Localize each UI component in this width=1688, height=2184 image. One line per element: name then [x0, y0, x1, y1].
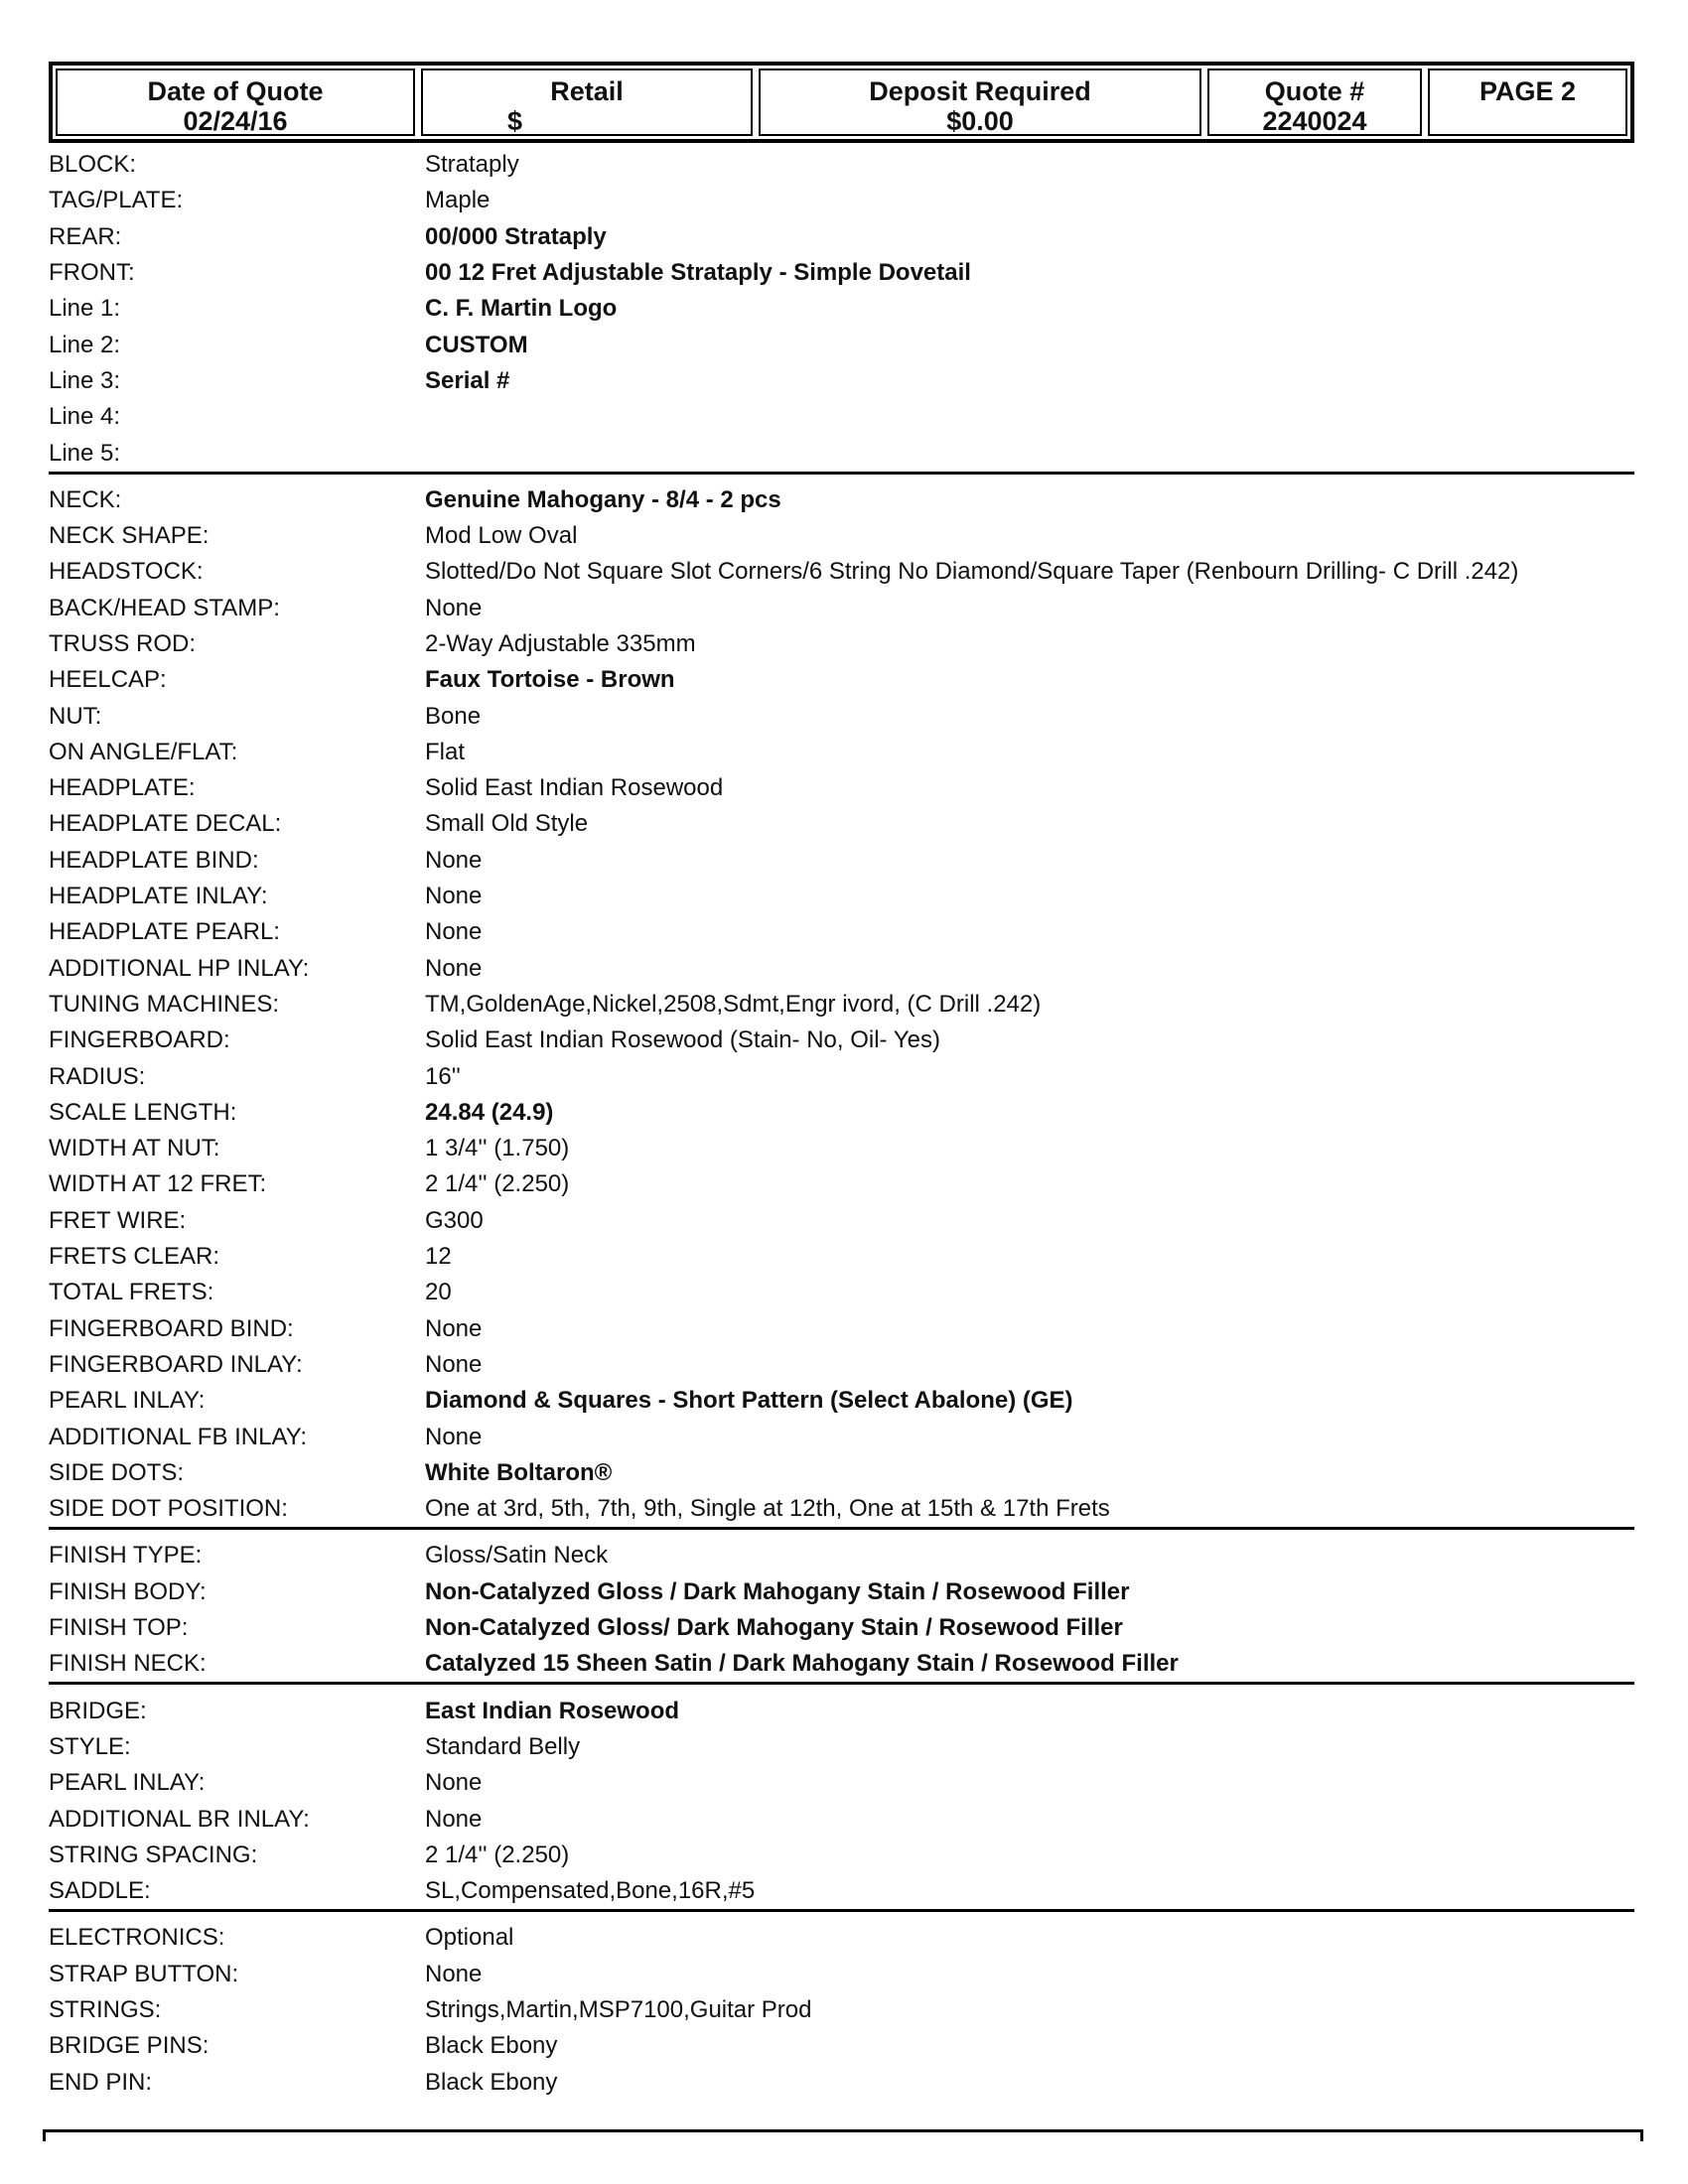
spec-row [49, 1920, 1634, 1956]
spec-value: None [425, 1805, 483, 1833]
spec-label: STRING SPACING: [49, 1841, 258, 1868]
spec-section [49, 1685, 1634, 1912]
spec-label: NECK SHAPE: [49, 522, 210, 550]
spec-label: WIDTH AT 12 FRET: [49, 1170, 267, 1198]
spec-label: TOTAL FRETS: [49, 1279, 214, 1306]
spec-label: HEADPLATE DECAL: [49, 810, 282, 838]
quote-number-cell [1207, 68, 1422, 136]
spec-value: 20 [425, 1279, 452, 1306]
spec-row [49, 1491, 1634, 1527]
spec-row [49, 1992, 1634, 2028]
spec-label: BRIDGE: [49, 1697, 147, 1724]
spec-value: Black Ebony [425, 2068, 558, 2096]
deposit-required-value: $0.00 [946, 106, 1014, 136]
spec-row [49, 914, 1634, 950]
spec-label: END PIN: [49, 2068, 153, 2096]
spec-label: FINGERBOARD BIND: [49, 1314, 294, 1342]
spec-row [49, 1693, 1634, 1728]
spec-row [49, 1383, 1634, 1419]
spec-label: BRIDGE PINS: [49, 2032, 210, 2060]
spec-label: WIDTH AT NUT: [49, 1135, 220, 1162]
spec-section [49, 147, 1634, 475]
spec-value: Solid East Indian Rosewood (Stain- No, Oil- Yes) [425, 1026, 940, 1054]
quote-number-label: Quote # [1264, 76, 1365, 106]
spec-value: 24.84 (24.9) [425, 1098, 554, 1126]
spec-label: ADDITIONAL FB INLAY: [49, 1423, 308, 1450]
spec-value: None [425, 1423, 483, 1450]
spec-value: Faux Tortoise - Brown [425, 666, 675, 694]
spec-row [49, 1023, 1634, 1058]
spec-row [49, 1275, 1634, 1310]
spec-value: None [425, 1314, 483, 1342]
spec-label: BACK/HEAD STAMP: [49, 594, 280, 621]
spec-row [49, 698, 1634, 734]
spec-label: Line 5: [49, 439, 121, 467]
spec-row [49, 1419, 1634, 1454]
spec-row [49, 951, 1634, 987]
spec-row [49, 1203, 1634, 1239]
spec-value: None [425, 954, 483, 982]
spec-label: NECK: [49, 485, 122, 513]
spec-label: SIDE DOTS: [49, 1458, 185, 1486]
spec-row [49, 1166, 1634, 1202]
spec-row [49, 1095, 1634, 1131]
spec-label: FRONT: [49, 259, 135, 287]
spec-row [49, 626, 1634, 662]
spec-value: Catalyzed 15 Sheen Satin / Dark Mahogany Stain / Rosewood Filler [425, 1650, 1179, 1678]
spec-value: Flat [425, 738, 466, 765]
spec-row [49, 1058, 1634, 1094]
spec-value: SL,Compensated,Bone,16R,#5 [425, 1877, 756, 1905]
spec-label: FRET WIRE: [49, 1206, 187, 1234]
spec-label: SIDE DOT POSITION: [49, 1495, 288, 1523]
spec-label: ADDITIONAL HP INLAY: [49, 954, 310, 982]
spec-row [49, 219, 1634, 255]
spec-row [49, 1455, 1634, 1491]
spec-row [49, 1729, 1634, 1765]
spec-value: None [425, 918, 483, 946]
spec-section [49, 475, 1634, 1531]
spec-value: Solid East Indian Rosewood [425, 774, 724, 802]
spec-row [49, 987, 1634, 1023]
spec-label: SCALE LENGTH: [49, 1098, 237, 1126]
spec-label: Line 3: [49, 366, 121, 394]
spec-value: Black Ebony [425, 2032, 558, 2060]
spec-label: HEADPLATE PEARL: [49, 918, 280, 946]
spec-row [49, 1131, 1634, 1166]
spec-value: CUSTOM [425, 331, 528, 358]
spec-label: ADDITIONAL BR INLAY: [49, 1805, 310, 1833]
spec-row [49, 735, 1634, 770]
spec-row [49, 879, 1634, 914]
spec-value: 2 1/4'' (2.250) [425, 1170, 570, 1198]
spec-row [49, 1311, 1634, 1347]
date-of-quote-label: Date of Quote [147, 76, 324, 106]
quote-number-value: 2240024 [1262, 106, 1367, 136]
spec-label: HEADPLATE BIND: [49, 846, 259, 874]
spec-row [49, 1239, 1634, 1275]
spec-value: 12 [425, 1243, 452, 1271]
spec-value: Non-Catalyzed Gloss/ Dark Mahogany Stain / Rosewood Filler [425, 1614, 1123, 1642]
deposit-required-cell [759, 68, 1201, 136]
page-number-cell [1428, 68, 1627, 136]
date-of-quote-cell [56, 68, 415, 136]
spec-label: FINGERBOARD INLAY: [49, 1350, 303, 1378]
spec-label: TRUSS ROD: [49, 630, 197, 657]
spec-label: FINISH NECK: [49, 1650, 207, 1678]
spec-label: FINISH BODY: [49, 1577, 207, 1605]
spec-value: White Boltaron® [425, 1458, 613, 1486]
spec-label: ELECTRONICS: [49, 1924, 225, 1952]
spec-row [49, 806, 1634, 842]
spec-label: Line 1: [49, 295, 121, 323]
spec-value: One at 3rd, 5th, 7th, 9th, Single at 12th, One at 15th & 17th Frets [425, 1495, 1110, 1523]
spec-row [49, 147, 1634, 183]
spec-row [49, 327, 1634, 362]
spec-label: TUNING MACHINES: [49, 990, 280, 1018]
spec-row [49, 363, 1634, 399]
spec-label: HEADPLATE INLAY: [49, 883, 268, 910]
spec-value: Bone [425, 702, 482, 730]
spec-value: None [425, 1350, 483, 1378]
spec-label: Line 4: [49, 403, 121, 431]
spec-label: HEADSTOCK: [49, 558, 204, 586]
spec-value: Gloss/Satin Neck [425, 1542, 609, 1570]
spec-row [49, 255, 1634, 291]
spec-row [49, 482, 1634, 518]
spec-value: Optional [425, 1924, 514, 1952]
spec-value: Genuine Mahogany - 8/4 - 2 pcs [425, 485, 781, 513]
spec-value: C. F. Martin Logo [425, 295, 618, 323]
spec-value: 00/000 Strataply [425, 222, 607, 250]
spec-label: TAG/PLATE: [49, 187, 184, 214]
spec-value: None [425, 594, 483, 621]
spec-value: Standard Belly [425, 1732, 581, 1760]
spec-value: Non-Catalyzed Gloss / Dark Mahogany Stain / Rosewood Filler [425, 1577, 1130, 1605]
spec-value: None [425, 883, 483, 910]
retail-label: Retail [550, 76, 624, 106]
spec-label: STYLE: [49, 1732, 131, 1760]
footer-rule [43, 2129, 1643, 2141]
spec-label: Line 2: [49, 331, 121, 358]
spec-value: 2-Way Adjustable 335mm [425, 630, 696, 657]
spec-row [49, 1538, 1634, 1573]
spec-row [49, 1574, 1634, 1610]
spec-value: G300 [425, 1206, 484, 1234]
spec-row [49, 1646, 1634, 1682]
spec-label: PEARL INLAY: [49, 1769, 206, 1797]
spec-value: Mod Low Oval [425, 522, 578, 550]
spec-row [49, 1873, 1634, 1909]
spec-label: PEARL INLAY: [49, 1387, 206, 1415]
quote-header [49, 62, 1634, 143]
spec-row [49, 1765, 1634, 1801]
spec-row [49, 662, 1634, 698]
spec-section [49, 1530, 1634, 1685]
spec-value: Strataply [425, 151, 519, 179]
spec-row [49, 399, 1634, 435]
spec-label: ON ANGLE/FLAT: [49, 738, 238, 765]
spec-row [49, 291, 1634, 327]
spec-row [49, 2028, 1634, 2064]
spec-value: Slotted/Do Not Square Slot Corners/6 String No Diamond/Square Taper (Renbourn Drilling- C Drill .242) [425, 558, 1519, 586]
spec-value: 00 12 Fret Adjustable Strataply - Simple Dovetail [425, 259, 971, 287]
spec-row [49, 2064, 1634, 2100]
spec-label: RADIUS: [49, 1062, 146, 1090]
spec-label: HEELCAP: [49, 666, 167, 694]
spec-row [49, 435, 1634, 471]
spec-row [49, 591, 1634, 626]
spec-row [49, 1347, 1634, 1383]
page-number-label: PAGE 2 [1478, 76, 1577, 106]
spec-label: FRETS CLEAR: [49, 1243, 220, 1271]
spec-value: 2 1/4'' (2.250) [425, 1841, 570, 1868]
spec-value: None [425, 846, 483, 874]
spec-value: Serial # [425, 366, 510, 394]
spec-row [49, 1610, 1634, 1646]
spec-row [49, 183, 1634, 218]
spec-row [49, 1957, 1634, 1992]
spec-value: Maple [425, 187, 491, 214]
spec-label: NUT: [49, 702, 102, 730]
spec-section [49, 1912, 1634, 2100]
spec-label: FINGERBOARD: [49, 1026, 230, 1054]
retail-value: $ [507, 106, 523, 136]
spec-row [49, 518, 1634, 554]
spec-label: STRINGS: [49, 1995, 162, 2023]
spec-label: FINISH TOP: [49, 1614, 189, 1642]
date-of-quote-value: 02/24/16 [183, 106, 288, 136]
spec-value: None [425, 1960, 483, 1987]
spec-value: Diamond & Squares - Short Pattern (Select Abalone) (GE) [425, 1387, 1073, 1415]
spec-label: HEADPLATE: [49, 774, 196, 802]
spec-row [49, 770, 1634, 806]
spec-value: Small Old Style [425, 810, 589, 838]
spec-value: 16'' [425, 1062, 461, 1090]
spec-value: East Indian Rosewood [425, 1697, 680, 1724]
spec-value: 1 3/4'' (1.750) [425, 1135, 570, 1162]
retail-cell [421, 68, 753, 136]
spec-row [49, 1838, 1634, 1873]
spec-sections [49, 147, 1634, 2101]
spec-row [49, 1801, 1634, 1837]
spec-label: FINISH TYPE: [49, 1542, 203, 1570]
spec-value: Strings,Martin,MSP7100,Guitar Prod [425, 1995, 812, 2023]
spec-value: TM,GoldenAge,Nickel,2508,Sdmt,Engr ivord, (C Drill .242) [425, 990, 1042, 1018]
spec-value: None [425, 1769, 483, 1797]
spec-row [49, 554, 1634, 590]
spec-label: SADDLE: [49, 1877, 151, 1905]
spec-label: REAR: [49, 222, 122, 250]
deposit-required-label: Deposit Required [869, 76, 1091, 106]
spec-label: BLOCK: [49, 151, 137, 179]
spec-label: STRAP BUTTON: [49, 1960, 239, 1987]
spec-row [49, 843, 1634, 879]
